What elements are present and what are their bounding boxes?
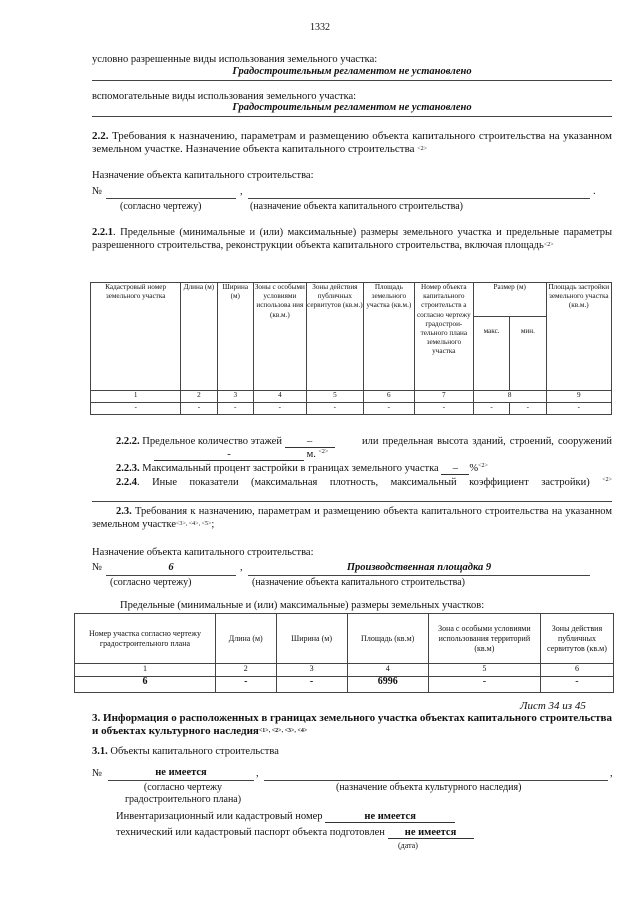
hint-purpose: (назначение объекта капитального строительства) [252,577,465,588]
conditional-uses-label: условно разрешенные виды использования земельного участка: [92,54,378,65]
auxiliary-uses-label: вспомогательные виды использования земельного участка: [92,91,357,102]
section-text: . Иные показатели (максимальная плотность, максимальный коэффициент застройки) [137,477,590,488]
table-cell: 6 [75,677,216,693]
footnote-ref: <2> [543,242,554,248]
header-cell: Длина (м) [181,283,217,391]
header-cell: Номер объекта капитального строительств а согласно чертежу градострои- тельного плана земельного участка [414,283,473,391]
section-number: 2.3. [116,506,132,517]
hint-heritage: (назначение объекта культурного наследия) [336,782,522,793]
table-cell: - [306,403,363,415]
header-cell: Зоны действия публичных сервитутов (кв.м.) [306,283,363,391]
section-2-2-2-line2 [92,449,328,461]
footnote-ref: <2> [602,477,612,483]
column-number: 4 [347,664,428,677]
purpose-field-line [248,198,590,199]
passport-value: не имеется [388,827,474,839]
sizes-title: Предельные (минимальные и (или) максимальные) размеры земельных участков: [120,600,485,611]
coverage-value: – [441,463,469,475]
sub-header-cell: мин. [510,317,546,391]
page-number: 1332 [310,22,330,33]
inventory-value: не имеется [325,811,455,823]
footnote-ref: <2> [417,146,428,152]
parameters-table [90,282,612,415]
column-number: 3 [217,391,253,403]
table-cell: - [91,403,181,415]
section-number: 2.2.2. [116,436,140,447]
section-text: Требования к назначению, параметрам и размещению объекта капитального строительства на указанном земельном участке [92,506,613,530]
section-number: 2.2.3. [116,463,140,474]
underline [92,501,612,502]
footnote-ref: <3>, <4>, <5> [176,521,212,527]
column-number: 2 [215,664,276,677]
section-number: 2.2. [92,130,109,142]
date-hint: (дата) [398,841,418,850]
inventory-label: Инвентаризационный или кадастровый номер [116,811,323,822]
underline [92,80,612,81]
section-2-3: 2.3. Требования к назначению, параметрам и размещению объекта капитального строительства на указанном земельном участке$^{<3>, <4>, <5>}$; [92,506,613,530]
section-2-2-2-line1 [116,436,335,448]
footnote-ref: <2> [318,449,329,455]
table-cell: - [253,403,306,415]
section-number: 2.2.1 [92,227,113,238]
auxiliary-uses-value: Градостроительным регламентом не установлено [232,102,472,113]
sub-header-cell: макс. [473,317,509,391]
section-2-2-3 [116,463,488,475]
height-label [362,436,612,447]
section-text: Требования к назначению, параметрам и размещению объекта капитального строительства на указанном земельном участке. Назначение объекта капитального строительства [92,130,612,155]
height-unit: м. [306,449,316,460]
conditional-uses-value: Градостроительным регламентом не установлено [232,66,472,77]
period: . [593,186,596,197]
section-text: Объекты капитального строительства [110,746,279,757]
purpose-label: Назначение объекта капитального строительства: [92,547,314,558]
number-sign: № [92,186,103,197]
column-number: 4 [253,391,306,403]
height-value: - [154,449,304,461]
hint-drawing: (согласно чертежу) [120,201,202,212]
header-cell: Длина (м) [215,614,276,664]
header-cell: Кадастровый номер земельного участка [91,283,181,391]
comma: , [240,186,243,197]
section-number: 2.2.4 [116,477,137,488]
number-field-line [106,575,236,576]
hint-drawing: (согласно чертежу градостроительного плана) [124,782,242,805]
footnote-ref: <2> [478,463,488,469]
section-text: . Предельные (минимальные и (или) максимальные) размеры земельного участка и предельные параметры разрешенного строительства, реконструкции объекта капитального строительства, включая площадь [92,227,612,251]
section-number: 3.1. [92,746,108,757]
column-number: 6 [540,664,613,677]
table-cell: - [510,403,546,415]
table-cell: 6996 [347,677,428,693]
column-number: 5 [306,391,363,403]
header-cell: Зоны действия публичных сервитутов (кв.м) [540,614,613,664]
comma: , [256,768,259,779]
header-cell: Зона с особыми условиями использования территорий (кв.м) [428,614,540,664]
percent-sign: % [469,463,479,474]
section-number: 3. [92,712,101,724]
column-number: 2 [181,391,217,403]
section-text: Информация о расположенных в границах земельного участка объектах капитального строительства и объектах культурного наследия [92,712,612,737]
purpose-label: Назначение объекта капитального строительства: [92,170,314,181]
table-cell: - [473,403,509,415]
number-sign: № [92,562,103,573]
number-sign: № [92,768,103,779]
passport-row [116,827,474,839]
table-cell: - [217,403,253,415]
section-2-2 [92,130,612,156]
section-3 [92,712,612,738]
table-cell: - [414,403,473,415]
header-cell: Номер участка согласно чертежу градостроительного плана [75,614,216,664]
header-cell: Ширина (м) [217,283,253,391]
table-cell: - [181,403,217,415]
floors-label: Предельное количество этажей [142,436,282,447]
column-number: 7 [414,391,473,403]
column-number: 9 [546,391,611,403]
column-number: 3 [276,664,347,677]
header-cell: Ширина (м) [276,614,347,664]
inventory-row [116,811,455,823]
table-cell: - [546,403,611,415]
section-3-1 [92,746,279,757]
table-cell: - [363,403,414,415]
object-value: не имеется [155,767,207,778]
section-2-2-1 [92,226,612,252]
comma: , [610,768,613,779]
number-field-line [108,780,254,781]
hint-drawing: (согласно чертежу) [110,577,192,588]
table-cell: - [428,677,540,693]
section-text: Максимальный процент застройки в границах земельного участка [142,463,439,474]
heritage-field-line [264,780,608,781]
header-cell: Площадь (кв.м) [347,614,428,664]
table-cell: - [540,677,613,693]
header-cell: Площадь земельного участка (кв.м.) [363,283,414,391]
header-cell: Зоны с особыми условиями использова ния (кв.м.) [253,283,306,391]
underline [92,116,612,117]
object-name: Производственная площадка 9 [346,562,492,573]
hint-purpose: (назначение объекта капитального строительства) [250,201,463,212]
object-number: 6 [168,562,174,573]
sheet-label: Лист 34 из 45 [520,700,586,712]
purpose-field-line [248,575,590,576]
floors-value: – [285,436,335,448]
table-cell: - [276,677,347,693]
column-number: 5 [428,664,540,677]
column-number: 8 [473,391,546,403]
footnote-ref: <1>, <2>, <3>, <4> [258,728,308,734]
plot-sizes-table [74,613,614,693]
passport-label: технический или кадастровый паспорт объекта подготовлен [116,827,385,838]
column-number: 1 [75,664,216,677]
number-field-line [106,198,236,199]
table-cell: - [215,677,276,693]
section-2-2-4 [116,477,612,488]
header-cell: Размер (м) [473,283,546,317]
column-number: 6 [363,391,414,403]
header-cell: Площадь застройки земельного участка (кв.м.) [546,283,611,391]
comma: , [240,562,243,573]
column-number: 1 [91,391,181,403]
height-text: или предельная высота зданий, строений, сооружений [362,436,612,447]
